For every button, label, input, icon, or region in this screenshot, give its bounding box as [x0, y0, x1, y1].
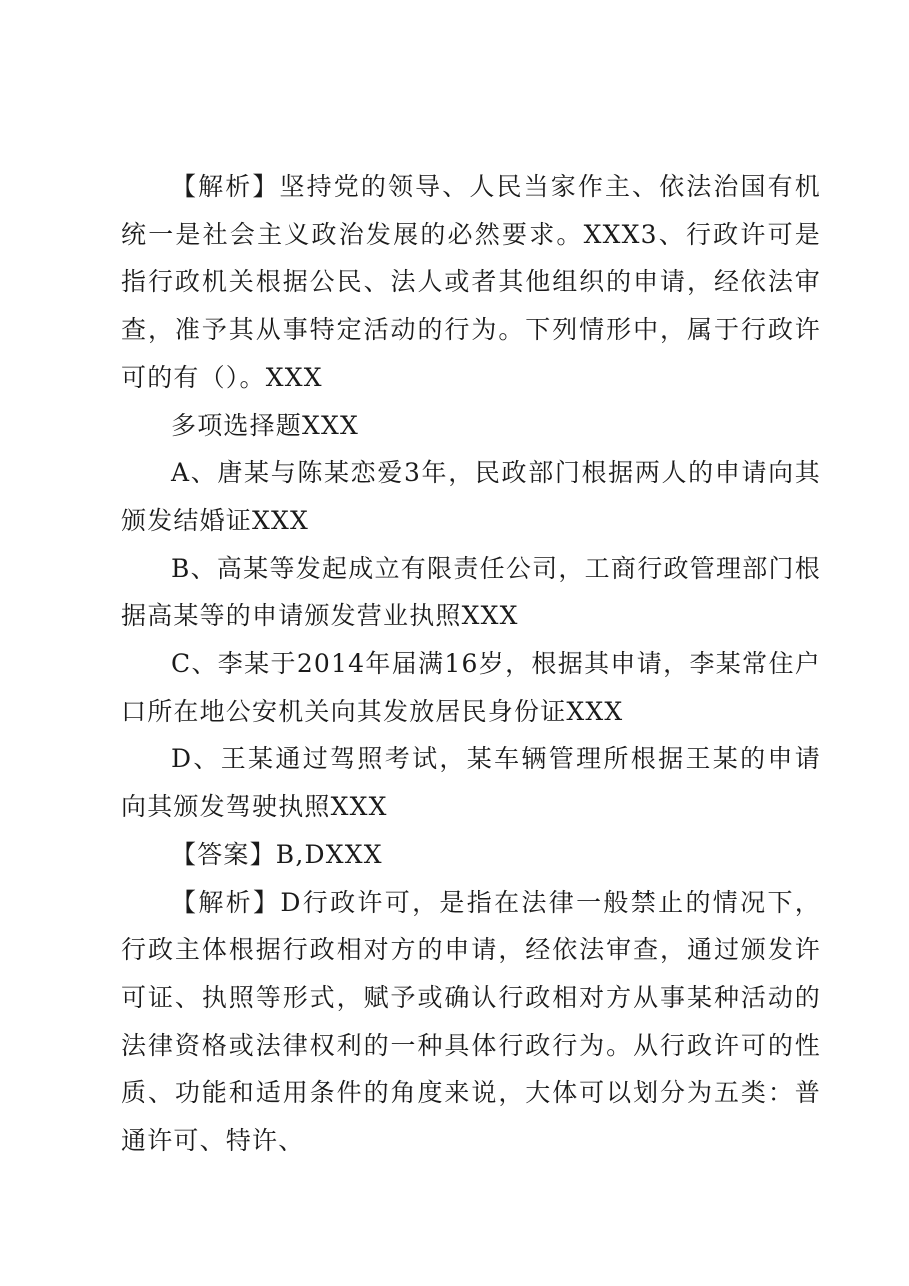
option-b: B、高某等发起成立有限责任公司，工商行政管理部门根据高某等的申请颁发营业执照XXX: [121, 553, 821, 631]
option-d: D、王某通过驾照考试，某车辆管理所根据王某的申请向其颁发驾驶执照XXX: [121, 744, 821, 822]
document-body: [121, 163, 821, 1165]
option-a: A、唐某与陈某恋爱3年，民政部门根据两人的申请向其颁发结婚证XXX: [121, 458, 821, 535]
analysis-paragraph-1: 【解析】坚持党的领导、人民当家作主、依法治国有机统一是社会主义政治发展的必然要求。XXX3、行政许可是指行政机关根据公民、法人或者其他组织的申请，经依法审查，准予其从事特定活动的行为。下列情形中，属于行政许可的有（）。XXX: [121, 172, 821, 392]
answer: 【答案】B,DXXX: [171, 839, 383, 869]
analysis-paragraph-2: 【解析】D行政许可，是指在法律一般禁止的情况下，行政主体根据行政相对方的申请，经依法审查，通过颁发许可证、执照等形式，赋予或确认行政相对方从事某种活动的法律资格或法律权利的一种具体行政行为。从行政许可的性质、功能和适用条件的角度来说，大体可以划分为五类：普通许可、特许、: [121, 887, 821, 1156]
question-type: 多项选择题XXX: [171, 410, 359, 440]
option-c: C、李某于2014年届满16岁，根据其申请，李某常住户口所在地公安机关向其发放居民身份证XXX: [121, 649, 821, 726]
